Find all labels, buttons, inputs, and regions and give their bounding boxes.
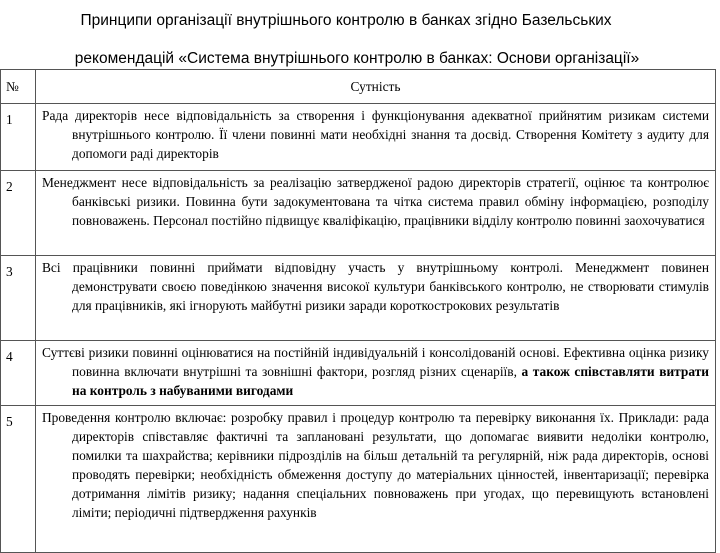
table-row bbox=[1, 171, 716, 256]
row-number: 5 bbox=[1, 406, 36, 553]
row-number: 3 bbox=[1, 256, 36, 341]
principles-table bbox=[0, 69, 716, 553]
column-header-essence: Сутність bbox=[36, 70, 716, 104]
row-essence-text: Всі працівники повинні приймати відповідну участь у внутрішньому контролі. Менеджмент повинен демонструвати своєю поведінкою значення високої культури банківського контролю, не створювати стимулів для працівників, які ігнорують майбутні ризики заради короткострокових результатів bbox=[42, 260, 709, 313]
title-line-1: Принципи організації внутрішнього контролю в банках згідно Базельських bbox=[80, 12, 612, 29]
row-essence-text: Проведення контролю включає: розробку правил і процедур контролю та перевірку виконання їх. Приклади: рада директорів співставляє фактичні та заплановані результати, що допомагає виявити недоліки контролю, помилки та шахрайства; керівники підрозділів на більш детальній та регулярній, ніж рада директорів, основі проводять перевірки; необхідність обмеження доступу до матеріальних цінностей, інвентаризації; перевірка дотримання лімітів ризику; надання спеціальних повноважень при угодах, що перевищують встановлені ліміти; періодичні підтвердження рахунків bbox=[42, 410, 709, 520]
table-header-row bbox=[1, 70, 716, 104]
table-row bbox=[1, 256, 716, 341]
row-number: 1 bbox=[1, 104, 36, 171]
row-essence-cell bbox=[36, 406, 716, 553]
row-essence-cell bbox=[36, 104, 716, 171]
row-essence-text: Рада директорів несе відповідальність за створення і функціонування адекватної прийнятим ризикам системи внутрішнього контролю. Її члени повинні мати необхідні знання та досвід. Створення Комітету з аудиту для допомоги раді директорів bbox=[42, 108, 709, 161]
table-row bbox=[1, 341, 716, 406]
row-number: 2 bbox=[1, 171, 36, 256]
row-essence-cell bbox=[36, 341, 716, 406]
table-row bbox=[1, 104, 716, 171]
row-essence-text: Суттєві ризики повинні оцінюватися на постійній індивідуальній і консолідованій основі. Ефективна оцінка ризику повинна включати внутрішні та зовнішні фактори, розгляд різних сценаріїв, bbox=[42, 345, 709, 379]
row-number: 4 bbox=[1, 341, 36, 406]
page-title bbox=[0, 2, 720, 78]
table-row bbox=[1, 406, 716, 553]
row-essence-cell bbox=[36, 171, 716, 256]
row-essence-text: Менеджмент несе відповідальність за реалізацію затвердженої радою директорів стратегії, оцінює та контролює банківські ризики. Повинна бути задокументована та чітка система правил обміну інформацією, розподілу повноважень. Персонал постійно підвищує кваліфікацію, працівники відділу контролю повинні заохочуватися bbox=[42, 175, 709, 228]
row-essence-text-group bbox=[42, 343, 709, 400]
row-essence-cell bbox=[36, 256, 716, 341]
title-line-2: рекомендацій «Система внутрішнього контролю в банках: Основи організації» bbox=[74, 50, 640, 67]
column-header-number: № bbox=[1, 70, 36, 104]
row-essence-text-bold: а також співставляти витрати на контроль з набуваними вигодами bbox=[72, 364, 709, 398]
